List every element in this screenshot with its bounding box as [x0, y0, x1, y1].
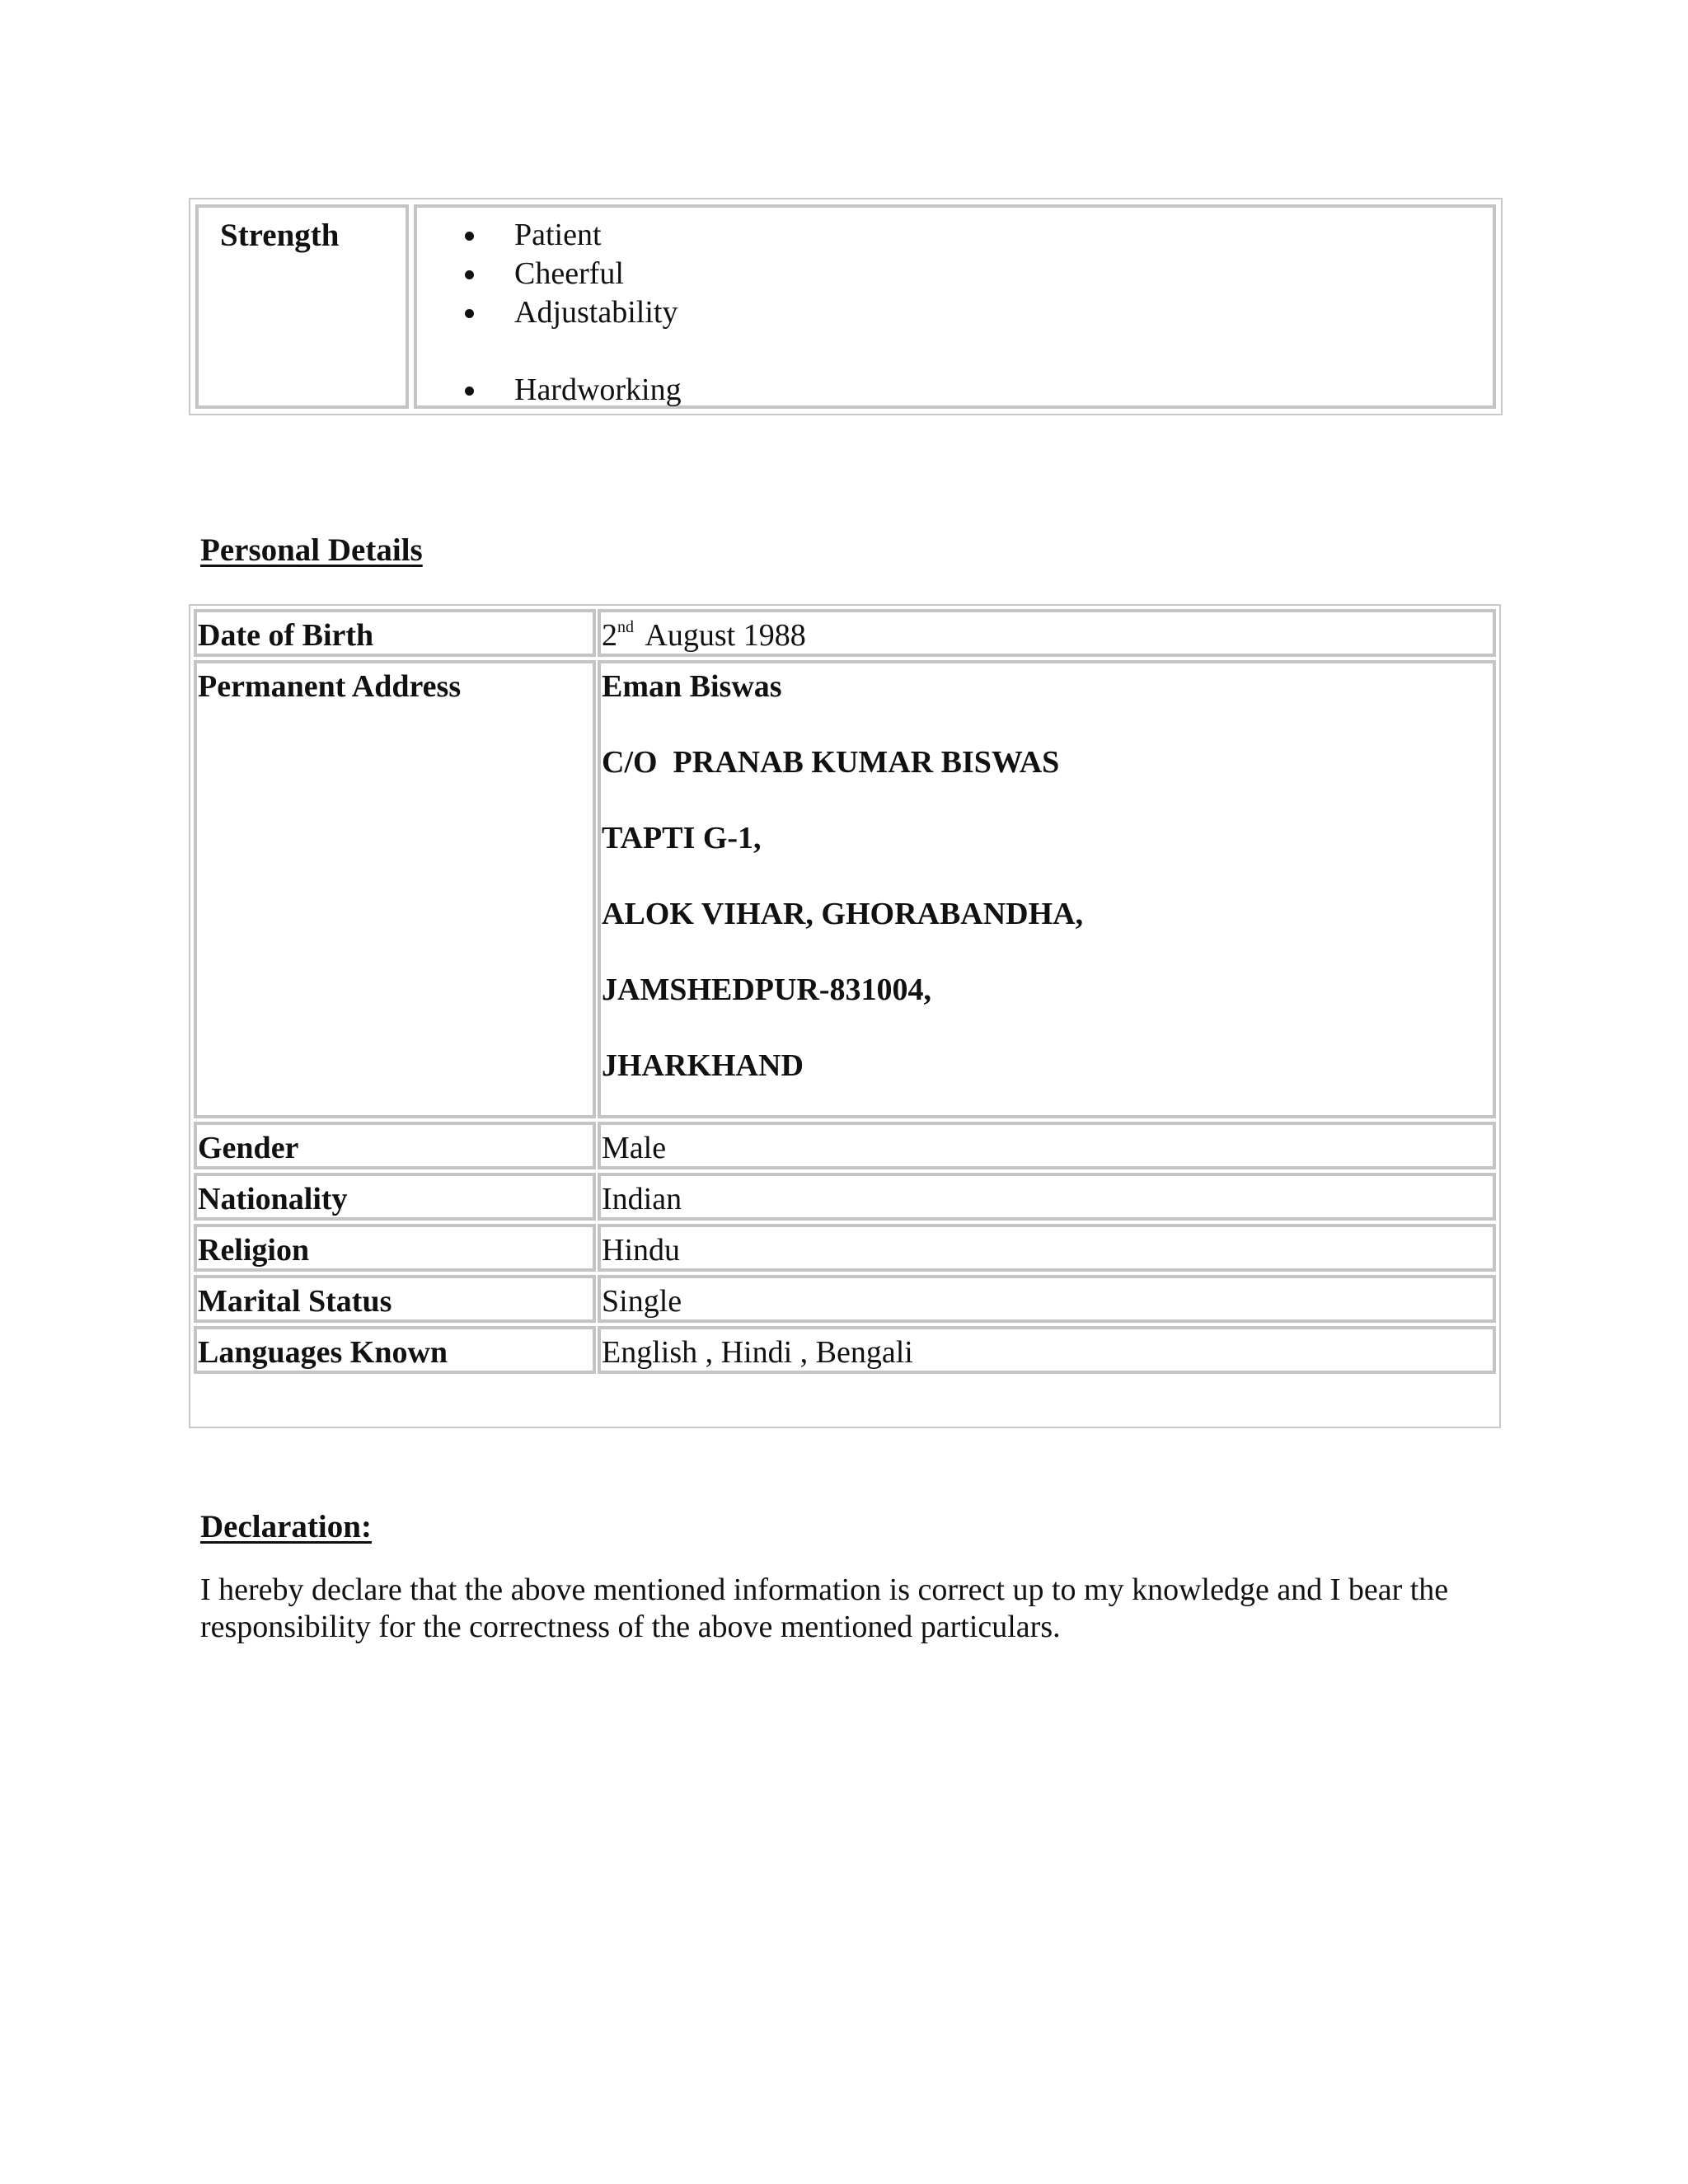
- dob-rest: August 1988: [645, 618, 806, 653]
- strength-label-cell: [195, 204, 409, 409]
- strength-item: Cheerful: [514, 256, 624, 291]
- declaration-text: I hereby declare that the above mentioned information is correct up to my knowledge and I bear the responsibility for the correctness of the above mentioned particulars.: [200, 1572, 1449, 1644]
- strength-item: Hardworking: [514, 373, 682, 407]
- table-row-label-cell: [194, 1275, 596, 1323]
- address-line: JAMSHEDPUR-831004,: [602, 972, 932, 1007]
- dob-label-cell: [194, 609, 596, 657]
- personal-details-heading: Personal Details: [200, 532, 423, 568]
- strength-list-cell: [414, 204, 1496, 409]
- address-label-cell: [194, 660, 596, 1118]
- nationality-value: Indian: [602, 1182, 682, 1216]
- dob-label: Date of Birth: [198, 618, 374, 653]
- table-row-value-cell: [598, 1326, 1496, 1374]
- table-row-label-cell: [194, 1326, 596, 1374]
- bullet-icon: [465, 232, 474, 241]
- table-row-label-cell: [194, 1224, 596, 1272]
- table-row-value-cell: [598, 1275, 1496, 1323]
- religion-label: Religion: [198, 1233, 310, 1268]
- table-row-label-cell: [194, 1122, 596, 1169]
- dob-value: [602, 620, 806, 651]
- table-row-value-cell: [598, 1173, 1496, 1221]
- table-row-label-cell: [194, 1173, 596, 1221]
- address-line: JHARKHAND: [602, 1048, 804, 1083]
- personal-details-table: [189, 604, 1501, 1428]
- strength-table: [189, 198, 1503, 415]
- address-line: C/O PRANAB KUMAR BISWAS: [602, 745, 1060, 780]
- gender-label: Gender: [198, 1131, 299, 1165]
- nationality-label: Nationality: [198, 1182, 348, 1216]
- bullet-icon: [465, 309, 474, 318]
- bullet-icon: [465, 270, 474, 279]
- marital-status-value: Single: [602, 1284, 682, 1319]
- dob-value-cell: [598, 609, 1496, 657]
- languages-label: Languages Known: [198, 1335, 448, 1370]
- address-line: Eman Biswas: [602, 669, 782, 704]
- strength-item: Adjustability: [514, 295, 678, 330]
- address-label: Permanent Address: [198, 669, 462, 704]
- gender-value: Male: [602, 1131, 667, 1165]
- strength-label: Strength: [220, 218, 340, 253]
- table-row-value-cell: [598, 1122, 1496, 1169]
- dob-suffix: nd: [617, 618, 634, 636]
- address-value-cell: [598, 660, 1496, 1118]
- strength-item: Patient: [514, 218, 602, 252]
- dob-day: 2: [602, 618, 617, 653]
- religion-value: Hindu: [602, 1233, 680, 1268]
- address-line: ALOK VIHAR, GHORABANDHA,: [602, 897, 1084, 931]
- declaration-heading: Declaration:: [200, 1509, 372, 1544]
- table-row-value-cell: [598, 1224, 1496, 1272]
- marital-status-label: Marital Status: [198, 1284, 392, 1319]
- address-line: TAPTI G-1,: [602, 821, 762, 855]
- bullet-icon: [465, 387, 474, 396]
- languages-value: English , Hindi , Bengali: [602, 1335, 913, 1370]
